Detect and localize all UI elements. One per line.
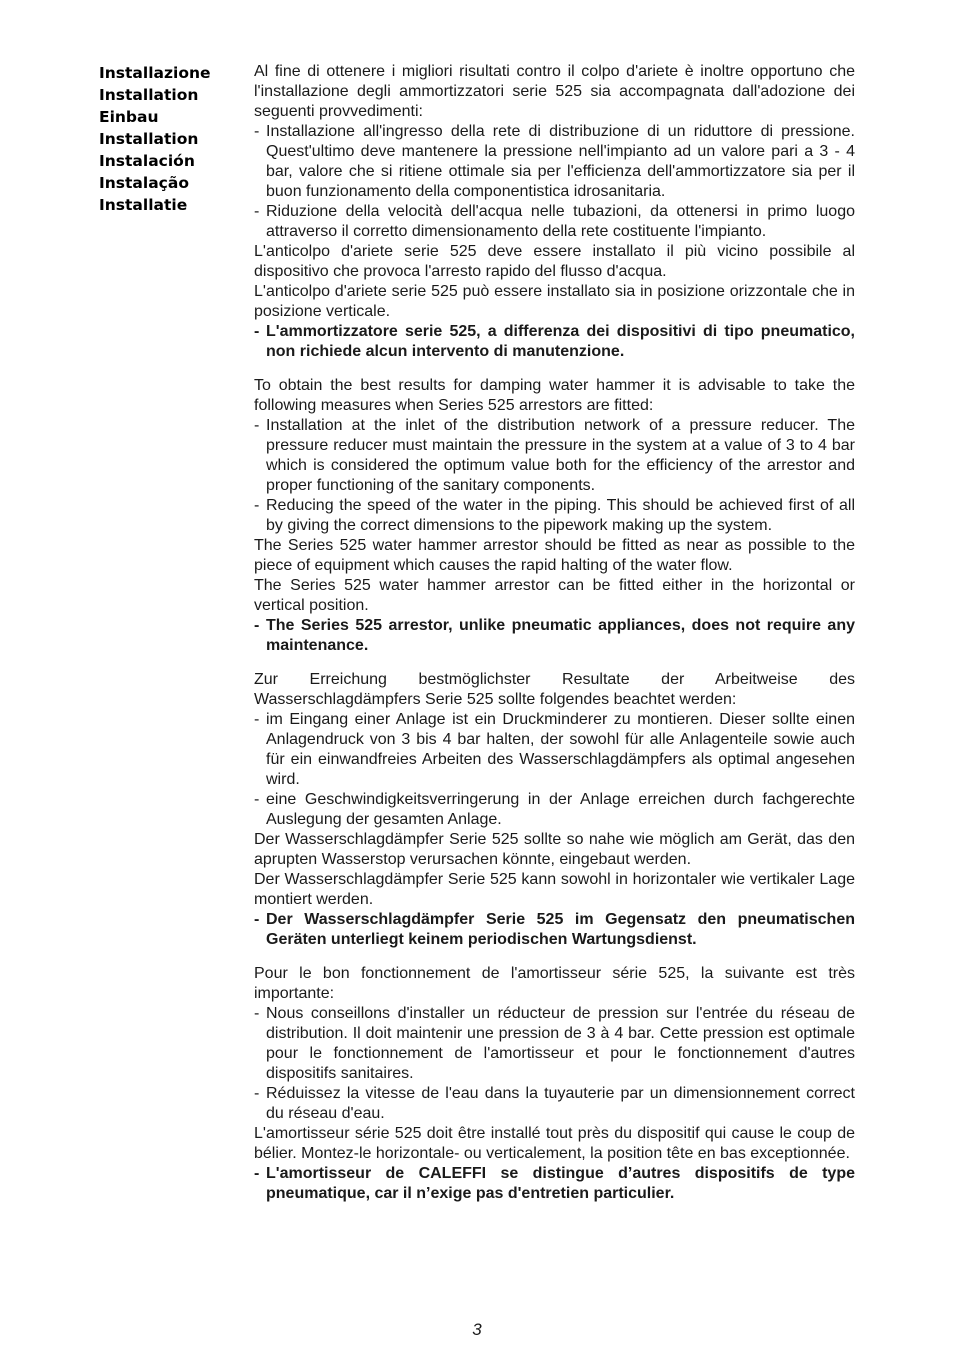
dash-bullet: - [254, 1005, 260, 1022]
list-item: - Nous conseillons d'installer un réducteur de pression sur l'entrée du réseau de distribution. Il doit maintenir une pression de 3 à 4 bar. Cette pression est optimale pour le fonctionnement de l'amortisseur et pour le fonctionnement d'autres dispositifs sanitaires. [254, 1005, 855, 1082]
intro-paragraph: Al fine di ottenere i migliori risultati contro il colpo d'ariete è inoltre opportuno che l'installazione degli ammortizzatori serie 525 sia accompagnata dall'adozione dei seguenti provvedimenti: [254, 63, 855, 120]
body-paragraph: Der Wasserschlagdämpfer Serie 525 sollte so nahe wie möglich am Gerät, das den aprupten Wasserstop verursachen könnte, eingebaut werden. [254, 831, 855, 868]
body-paragraph: The Series 525 water hammer arrestor should be fitted as near as possible to the piece of equipment which causes the rapid halting of the water flow. [254, 537, 855, 574]
dash-bullet: - [254, 791, 260, 808]
body-paragraph: L'amortisseur série 525 doit être installé tout près du dispositif qui cause le coup de bélier. Montez-le horizontale- ou verticalement, la position tête en bas exceptionnée. [254, 1125, 855, 1162]
maintenance-note: - The Series 525 arrestor, unlike pneumatic appliances, does not require any maintenance. [254, 617, 855, 654]
dash-bullet: - [254, 417, 260, 434]
list-item: - Installation at the inlet of the distribution network of a pressure reducer. The pressure reducer must maintain the pressure in the system at a value of 3 to 4 bar which is considered the optimum value both for the efficiency of the arrestor and proper functioning of the sanitary components. [254, 417, 855, 494]
dash-bullet: - [254, 1165, 260, 1182]
list-item: - Riduzione della velocità dell'acqua nelle tubazioni, da ottenersi in primo luogo attraverso il corretto dimensionamento della rete costituente l'impianto. [254, 203, 855, 240]
dash-bullet: - [254, 323, 260, 340]
body-paragraph: L'anticolpo d'ariete serie 525 può essere installato sia in posizione orizzontale che in posizione verticale. [254, 283, 855, 320]
main-text-column [254, 62, 855, 1218]
dash-bullet: - [254, 123, 260, 140]
heading-italian: Installazione [99, 64, 211, 82]
heading-dutch: Installatie [99, 196, 188, 214]
dash-bullet: - [254, 1085, 260, 1102]
dash-bullet: - [254, 711, 260, 728]
list-item: - im Eingang einer Anlage ist ein Druckminderer zu montieren. Dieser sollte einen Anlagendruck von 3 bis 4 bar halten, der sowohl für alle Anlagenteile sowie auch für ein einwandfreies Arbeiten des Wasserschlagdämpfers als optimal angesehen wird. [254, 711, 855, 788]
heading-spanish: Instalación [99, 152, 195, 170]
heading-french: Installation [99, 130, 199, 148]
heading-english: Installation [99, 86, 199, 104]
list-item: - Réduissez la vitesse de l'eau dans la tuyauterie par un dimensionnement correct du réseau d'eau. [254, 1085, 855, 1122]
section-german [254, 670, 855, 950]
section-italian [254, 62, 855, 362]
maintenance-note: - L'amortisseur de CALEFFI se distingue d’autres dispositifs de type pneumatique, car il n’exige pas d'entretien particulier. [254, 1165, 855, 1202]
heading-portuguese: Instalação [99, 174, 189, 192]
dash-bullet: - [254, 497, 260, 514]
body-paragraph: Der Wasserschlagdämpfer Serie 525 kann sowohl in horizontaler wie vertikaler Lage montiert werden. [254, 871, 855, 908]
list-item: - Installazione all'ingresso della rete di distribuzione di un riduttore di pressione. Quest'ultimo deve mantenere la pressione nell'impianto ad un valore pari a 3 - 4 bar, valore che si ritiene ottimale sia per l'efficienza dell'ammortizzatore sia per il buon funzionamento della componentistica idrosanitaria. [254, 123, 855, 200]
section-english [254, 376, 855, 656]
intro-paragraph: To obtain the best results for damping water hammer it is advisable to take the following measures when Series 525 arrestors are fitted: [254, 377, 855, 414]
dash-bullet: - [254, 911, 260, 928]
intro-paragraph: Pour le bon fonctionnement de l'amortisseur série 525, la suivante est très importante: [254, 965, 855, 1002]
heading-german: Einbau [99, 108, 159, 126]
body-paragraph: The Series 525 water hammer arrestor can be fitted either in the horizontal or vertical position. [254, 577, 855, 614]
dash-bullet: - [254, 617, 260, 634]
maintenance-note: - Der Wasserschlagdämpfer Serie 525 im Gegensatz den pneumatischen Geräten unterliegt keinem periodischen Wartungsdienst. [254, 911, 855, 948]
maintenance-note: - L'ammortizzatore serie 525, a differenza dei dispositivi di tipo pneumatico, non richiede alcun intervento di manutenzione. [254, 323, 855, 360]
intro-paragraph: Zur Erreichung bestmöglichster Resultate der Arbeitweise des Wasserschlagdämpfers Serie 525 sollte folgendes beachtet werden: [254, 671, 855, 708]
page-number: 3 [472, 1320, 482, 1339]
dash-bullet: - [254, 203, 260, 220]
language-heading-list [99, 62, 239, 216]
section-french [254, 964, 855, 1204]
body-paragraph: L'anticolpo d'ariete serie 525 deve essere installato il più vicino possibile al dispositivo che provoca l'arresto rapido del flusso d'acqua. [254, 243, 855, 280]
list-item: - Reducing the speed of the water in the piping. This should be achieved first of all by giving the correct dimensions to the pipework making up the system. [254, 497, 855, 534]
list-item: - eine Geschwindigkeitsverringerung in der Anlage erreichen durch fachgerechte Auslegung der gesamten Anlage. [254, 791, 855, 828]
